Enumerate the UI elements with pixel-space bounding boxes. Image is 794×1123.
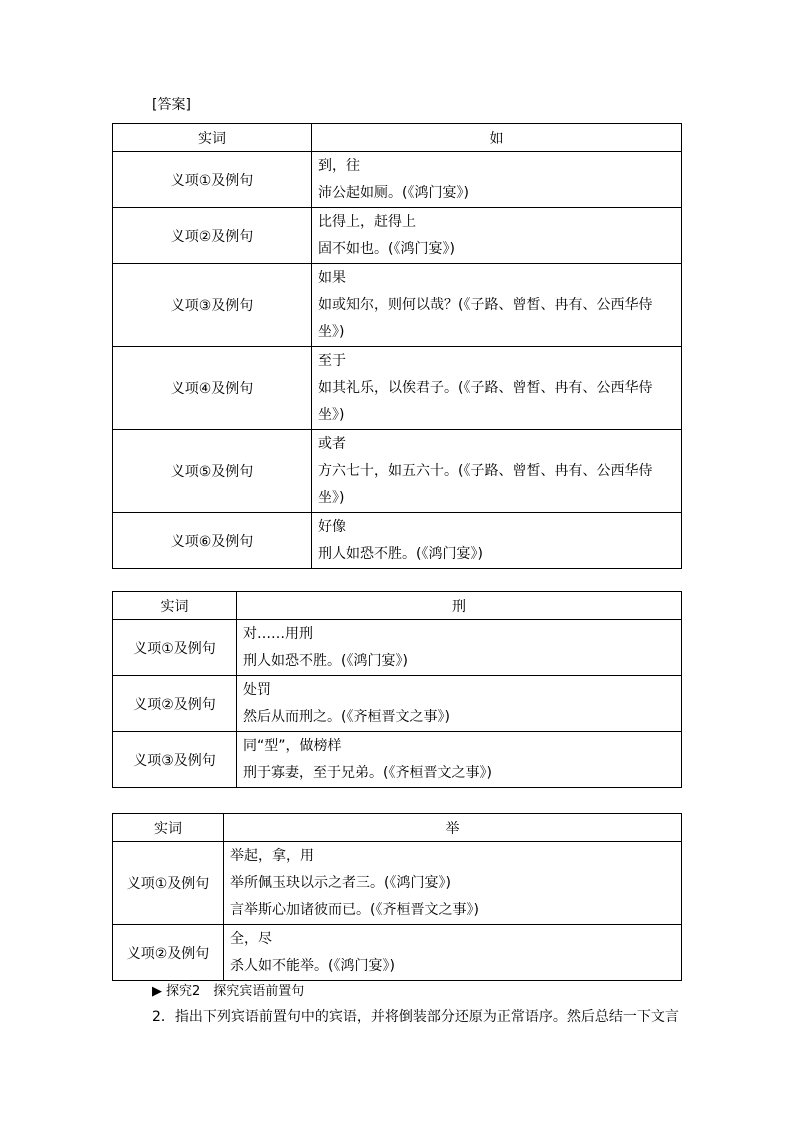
meaning-text: 如果 — [318, 270, 346, 286]
meaning-text: 全，尽 — [230, 931, 272, 947]
example-sentence: 举所佩玉玦以示之者三。(《鸿门宴》) — [230, 875, 451, 891]
example-sentence: 方六七十，如五六十。(《子路、曾皙、冉有、公西华侍坐》) — [318, 463, 653, 506]
table-row — [113, 264, 682, 347]
row-label: 义项②及例句 — [113, 925, 224, 981]
table-row — [113, 513, 682, 569]
row-label: 义项①及例句 — [113, 152, 312, 208]
answer-label: [答案] — [152, 97, 191, 113]
row-label: 义项⑥及例句 — [113, 513, 312, 569]
table-header-row — [113, 124, 682, 152]
row-content — [312, 152, 682, 208]
meaning-text: 或者 — [318, 436, 346, 452]
section-marker-icon: ▶ — [152, 984, 162, 999]
vocab-table-xing — [112, 591, 682, 788]
table-header-row — [113, 592, 682, 620]
row-label: 义项①及例句 — [113, 842, 224, 925]
header-word-type: 实词 — [113, 124, 312, 152]
example-sentence: 沛公起如厕。(《鸿门宴》) — [318, 185, 469, 201]
vocab-table-ju — [112, 813, 682, 981]
table-row — [113, 842, 682, 925]
example-sentence: 刑于寡妻，至于兄弟。(《齐桓晋文之事》) — [243, 765, 492, 781]
example-sentence: 刑人如恐不胜。(《鸿门宴》) — [318, 546, 483, 562]
row-content — [237, 676, 682, 732]
example-sentence: 言举斯心加诸彼而已。(《齐桓晋文之事》) — [230, 902, 479, 918]
row-label: 义项②及例句 — [113, 208, 312, 264]
example-sentence: 固不如也。(《鸿门宴》) — [318, 241, 455, 257]
table-header-row — [113, 814, 682, 842]
row-label: 义项③及例句 — [113, 264, 312, 347]
header-word-type: 实词 — [113, 592, 237, 620]
row-content — [224, 925, 682, 981]
example-sentence: 杀人如不能举。(《鸿门宴》) — [230, 958, 395, 974]
table-row — [113, 208, 682, 264]
header-character: 刑 — [237, 592, 682, 620]
example-sentence: 如或知尔，则何以哉？(《子路、曾皙、冉有、公西华侍坐》) — [318, 297, 653, 340]
meaning-text: 好像 — [318, 519, 346, 535]
row-content — [312, 264, 682, 347]
example-sentence: 刑人如恐不胜。(《鸿门宴》) — [243, 653, 408, 669]
meaning-text: 比得上，赶得上 — [318, 214, 416, 230]
example-sentence: 然后从而刑之。(《齐桓晋文之事》) — [243, 709, 450, 725]
row-content — [312, 430, 682, 513]
meaning-text: 到，往 — [318, 158, 360, 174]
table-row — [113, 732, 682, 788]
meaning-text: 处罚 — [243, 682, 271, 698]
row-content — [237, 620, 682, 676]
row-content — [312, 347, 682, 430]
row-content — [312, 208, 682, 264]
table-row — [113, 430, 682, 513]
meaning-text: 举起，拿，用 — [230, 848, 314, 864]
table-row — [113, 620, 682, 676]
section-heading — [152, 980, 304, 999]
row-content — [224, 842, 682, 925]
table-row — [113, 152, 682, 208]
header-word-type: 实词 — [113, 814, 224, 842]
meaning-text: 同“型”，做榜样 — [243, 738, 342, 754]
table-row — [113, 676, 682, 732]
row-label: 义项②及例句 — [113, 676, 237, 732]
header-character: 如 — [312, 124, 682, 152]
section-title: 探究2 探究宾语前置句 — [166, 984, 305, 999]
row-label: 义项⑤及例句 — [113, 430, 312, 513]
table-row — [113, 925, 682, 981]
question-text: 2．指出下列宾语前置句中的宾语，并将倒装部分还原为正常语序。然后总结一下文言 — [152, 1009, 679, 1025]
row-content — [312, 513, 682, 569]
header-character: 举 — [224, 814, 682, 842]
meaning-text: 对……用刑 — [243, 626, 313, 642]
row-label: 义项①及例句 — [113, 620, 237, 676]
row-content — [237, 732, 682, 788]
table-row — [113, 347, 682, 430]
meaning-text: 至于 — [318, 353, 346, 369]
vocab-table-ru — [112, 123, 682, 569]
example-sentence: 如其礼乐，以俟君子。(《子路、曾皙、冉有、公西华侍坐》) — [318, 380, 653, 423]
row-label: 义项④及例句 — [113, 347, 312, 430]
row-label: 义项③及例句 — [113, 732, 237, 788]
